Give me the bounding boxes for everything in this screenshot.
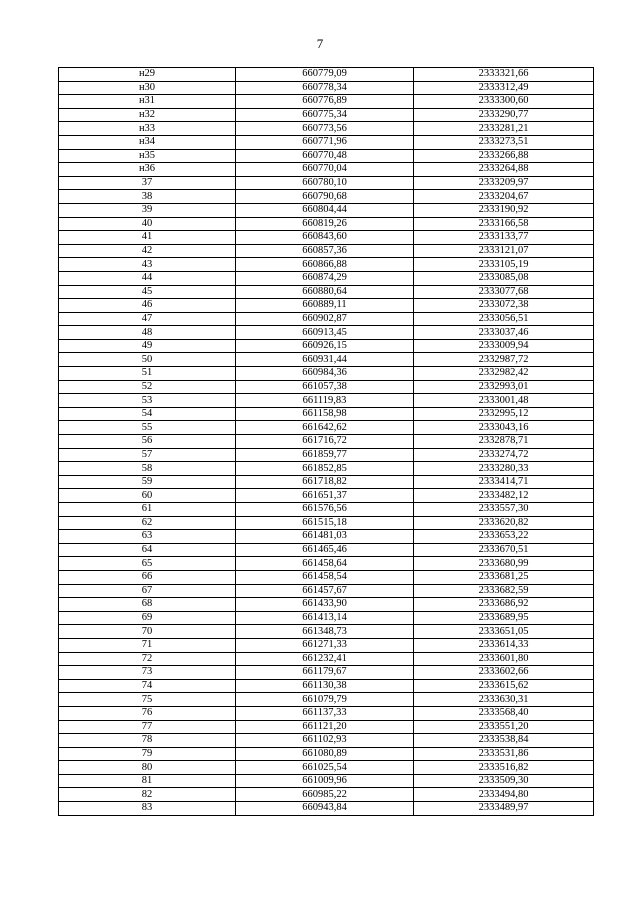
table-row	[59, 312, 594, 326]
table-row	[59, 190, 594, 204]
x-coordinate-cell: 661130,38	[236, 679, 414, 693]
x-coordinate-cell: 661716,72	[236, 435, 414, 449]
y-coordinate-cell: 2333266,88	[414, 149, 594, 163]
point-number-cell: 57	[59, 448, 236, 462]
x-coordinate-cell: 660778,34	[236, 81, 414, 95]
table-row	[59, 244, 594, 258]
y-coordinate-cell: 2333077,68	[414, 285, 594, 299]
table-row	[59, 407, 594, 421]
point-number-cell: 48	[59, 326, 236, 340]
x-coordinate-cell: 660984,36	[236, 367, 414, 381]
point-number-cell: 69	[59, 611, 236, 625]
y-coordinate-cell: 2333557,30	[414, 503, 594, 517]
x-coordinate-cell: 661859,77	[236, 448, 414, 462]
x-coordinate-cell: 660770,04	[236, 163, 414, 177]
x-coordinate-cell: 661642,62	[236, 421, 414, 435]
x-coordinate-cell: 660943,84	[236, 802, 414, 816]
point-number-cell: 59	[59, 475, 236, 489]
y-coordinate-cell: 2333494,80	[414, 788, 594, 802]
point-number-cell: 55	[59, 421, 236, 435]
table-row	[59, 570, 594, 584]
point-number-cell: 46	[59, 299, 236, 313]
point-number-cell: 82	[59, 788, 236, 802]
x-coordinate-cell: 661515,18	[236, 516, 414, 530]
x-coordinate-cell: 661718,82	[236, 475, 414, 489]
y-coordinate-cell: 2333670,51	[414, 543, 594, 557]
coordinates-table	[58, 67, 594, 816]
point-number-cell: 51	[59, 367, 236, 381]
y-coordinate-cell: 2332995,12	[414, 407, 594, 421]
y-coordinate-cell: 2333615,62	[414, 679, 594, 693]
y-coordinate-cell: 2333085,08	[414, 271, 594, 285]
table-row	[59, 380, 594, 394]
x-coordinate-cell: 660779,09	[236, 68, 414, 82]
x-coordinate-cell: 660857,36	[236, 244, 414, 258]
y-coordinate-cell: 2333300,60	[414, 95, 594, 109]
table-row	[59, 394, 594, 408]
y-coordinate-cell: 2333043,16	[414, 421, 594, 435]
point-number-cell: 76	[59, 706, 236, 720]
x-coordinate-cell: 661348,73	[236, 625, 414, 639]
x-coordinate-cell: 661158,98	[236, 407, 414, 421]
table-row	[59, 598, 594, 612]
point-number-cell: 56	[59, 435, 236, 449]
table-row	[59, 788, 594, 802]
y-coordinate-cell: 2332987,72	[414, 353, 594, 367]
table-row	[59, 475, 594, 489]
point-number-cell: 45	[59, 285, 236, 299]
table-row	[59, 203, 594, 217]
y-coordinate-cell: 2333273,51	[414, 135, 594, 149]
table-row	[59, 679, 594, 693]
y-coordinate-cell: 2333601,80	[414, 652, 594, 666]
table-row	[59, 285, 594, 299]
x-coordinate-cell: 660790,68	[236, 190, 414, 204]
point-number-cell: 47	[59, 312, 236, 326]
x-coordinate-cell: 661119,83	[236, 394, 414, 408]
point-number-cell: 54	[59, 407, 236, 421]
y-coordinate-cell: 2333133,77	[414, 231, 594, 245]
x-coordinate-cell: 660874,29	[236, 271, 414, 285]
x-coordinate-cell: 660776,89	[236, 95, 414, 109]
point-number-cell: н33	[59, 122, 236, 136]
y-coordinate-cell: 2333414,71	[414, 475, 594, 489]
table-row	[59, 339, 594, 353]
x-coordinate-cell: 661481,03	[236, 530, 414, 544]
table-row	[59, 734, 594, 748]
x-coordinate-cell: 661232,41	[236, 652, 414, 666]
point-number-cell: н34	[59, 135, 236, 149]
table-row	[59, 122, 594, 136]
y-coordinate-cell: 2332993,01	[414, 380, 594, 394]
table-row	[59, 774, 594, 788]
point-number-cell: 81	[59, 774, 236, 788]
x-coordinate-cell: 661458,64	[236, 557, 414, 571]
point-number-cell: 40	[59, 217, 236, 231]
point-number-cell: 52	[59, 380, 236, 394]
y-coordinate-cell: 2333551,20	[414, 720, 594, 734]
table-row	[59, 299, 594, 313]
y-coordinate-cell: 2333651,05	[414, 625, 594, 639]
x-coordinate-cell: 660913,45	[236, 326, 414, 340]
x-coordinate-cell: 661009,96	[236, 774, 414, 788]
point-number-cell: 63	[59, 530, 236, 544]
y-coordinate-cell: 2333190,92	[414, 203, 594, 217]
table-row	[59, 720, 594, 734]
y-coordinate-cell: 2333681,25	[414, 570, 594, 584]
table-row	[59, 271, 594, 285]
point-number-cell: 41	[59, 231, 236, 245]
y-coordinate-cell: 2333072,38	[414, 299, 594, 313]
x-coordinate-cell: 661433,90	[236, 598, 414, 612]
x-coordinate-cell: 661057,38	[236, 380, 414, 394]
x-coordinate-cell: 660775,34	[236, 108, 414, 122]
y-coordinate-cell: 2333620,82	[414, 516, 594, 530]
table-row	[59, 693, 594, 707]
point-number-cell: 39	[59, 203, 236, 217]
x-coordinate-cell: 660771,96	[236, 135, 414, 149]
x-coordinate-cell: 660843,60	[236, 231, 414, 245]
y-coordinate-cell: 2333653,22	[414, 530, 594, 544]
table-row	[59, 231, 594, 245]
x-coordinate-cell: 661413,14	[236, 611, 414, 625]
x-coordinate-cell: 661179,67	[236, 666, 414, 680]
point-number-cell: н31	[59, 95, 236, 109]
point-number-cell: 75	[59, 693, 236, 707]
table-row	[59, 611, 594, 625]
x-coordinate-cell: 660926,15	[236, 339, 414, 353]
point-number-cell: н32	[59, 108, 236, 122]
point-number-cell: 43	[59, 258, 236, 272]
point-number-cell: 58	[59, 462, 236, 476]
point-number-cell: 60	[59, 489, 236, 503]
y-coordinate-cell: 2333686,92	[414, 598, 594, 612]
y-coordinate-cell: 2332982,42	[414, 367, 594, 381]
y-coordinate-cell: 2333682,59	[414, 584, 594, 598]
point-number-cell: 38	[59, 190, 236, 204]
x-coordinate-cell: 661465,46	[236, 543, 414, 557]
table-row	[59, 68, 594, 82]
point-number-cell: 72	[59, 652, 236, 666]
x-coordinate-cell: 661102,93	[236, 734, 414, 748]
point-number-cell: 44	[59, 271, 236, 285]
y-coordinate-cell: 2333056,51	[414, 312, 594, 326]
x-coordinate-cell: 661651,37	[236, 489, 414, 503]
point-number-cell: 70	[59, 625, 236, 639]
y-coordinate-cell: 2333602,66	[414, 666, 594, 680]
x-coordinate-cell: 660819,26	[236, 217, 414, 231]
table-row	[59, 462, 594, 476]
table-row	[59, 666, 594, 680]
point-number-cell: 79	[59, 747, 236, 761]
table-row	[59, 435, 594, 449]
point-number-cell: 71	[59, 638, 236, 652]
x-coordinate-cell: 660931,44	[236, 353, 414, 367]
table-row	[59, 761, 594, 775]
y-coordinate-cell: 2333121,07	[414, 244, 594, 258]
y-coordinate-cell: 2333680,99	[414, 557, 594, 571]
y-coordinate-cell: 2333290,77	[414, 108, 594, 122]
y-coordinate-cell: 2333489,97	[414, 802, 594, 816]
page-number: 7	[316, 36, 324, 51]
point-number-cell: н30	[59, 81, 236, 95]
table-row	[59, 108, 594, 122]
x-coordinate-cell: 660773,56	[236, 122, 414, 136]
y-coordinate-cell: 2333166,58	[414, 217, 594, 231]
table-row	[59, 584, 594, 598]
table-row	[59, 530, 594, 544]
y-coordinate-cell: 2333001,48	[414, 394, 594, 408]
x-coordinate-cell: 661121,20	[236, 720, 414, 734]
point-number-cell: 68	[59, 598, 236, 612]
table-row	[59, 516, 594, 530]
x-coordinate-cell: 660889,11	[236, 299, 414, 313]
x-coordinate-cell: 660780,10	[236, 176, 414, 190]
table-row	[59, 706, 594, 720]
point-number-cell: 66	[59, 570, 236, 584]
coordinates-table-body	[59, 68, 594, 816]
y-coordinate-cell: 2333630,31	[414, 693, 594, 707]
x-coordinate-cell: 661852,85	[236, 462, 414, 476]
y-coordinate-cell: 2333689,95	[414, 611, 594, 625]
y-coordinate-cell: 2333280,33	[414, 462, 594, 476]
table-row	[59, 217, 594, 231]
x-coordinate-cell: 660985,22	[236, 788, 414, 802]
point-number-cell: 64	[59, 543, 236, 557]
x-coordinate-cell: 660866,88	[236, 258, 414, 272]
point-number-cell: 74	[59, 679, 236, 693]
y-coordinate-cell: 2333568,40	[414, 706, 594, 720]
point-number-cell: 50	[59, 353, 236, 367]
point-number-cell: 80	[59, 761, 236, 775]
table-row	[59, 81, 594, 95]
point-number-cell: 77	[59, 720, 236, 734]
y-coordinate-cell: 2333538,84	[414, 734, 594, 748]
y-coordinate-cell: 2333105,19	[414, 258, 594, 272]
x-coordinate-cell: 661271,33	[236, 638, 414, 652]
y-coordinate-cell: 2333009,94	[414, 339, 594, 353]
table-row	[59, 149, 594, 163]
y-coordinate-cell: 2333264,88	[414, 163, 594, 177]
point-number-cell: н36	[59, 163, 236, 177]
x-coordinate-cell: 661457,67	[236, 584, 414, 598]
x-coordinate-cell: 660770,48	[236, 149, 414, 163]
point-number-cell: 53	[59, 394, 236, 408]
y-coordinate-cell: 2333509,30	[414, 774, 594, 788]
y-coordinate-cell: 2333482,12	[414, 489, 594, 503]
x-coordinate-cell: 661079,79	[236, 693, 414, 707]
x-coordinate-cell: 660880,64	[236, 285, 414, 299]
y-coordinate-cell: 2333614,33	[414, 638, 594, 652]
y-coordinate-cell: 2333312,49	[414, 81, 594, 95]
point-number-cell: 49	[59, 339, 236, 353]
table-row	[59, 543, 594, 557]
table-row	[59, 353, 594, 367]
point-number-cell: н29	[59, 68, 236, 82]
point-number-cell: 61	[59, 503, 236, 517]
table-row	[59, 163, 594, 177]
x-coordinate-cell: 661080,89	[236, 747, 414, 761]
y-coordinate-cell: 2333037,46	[414, 326, 594, 340]
table-row	[59, 95, 594, 109]
y-coordinate-cell: 2333281,21	[414, 122, 594, 136]
x-coordinate-cell: 661458,54	[236, 570, 414, 584]
y-coordinate-cell: 2333516,82	[414, 761, 594, 775]
point-number-cell: 83	[59, 802, 236, 816]
point-number-cell: 78	[59, 734, 236, 748]
table-row	[59, 489, 594, 503]
x-coordinate-cell: 661137,33	[236, 706, 414, 720]
table-row	[59, 652, 594, 666]
table-row	[59, 367, 594, 381]
y-coordinate-cell: 2333204,67	[414, 190, 594, 204]
table-row	[59, 802, 594, 816]
table-row	[59, 557, 594, 571]
table-row	[59, 448, 594, 462]
x-coordinate-cell: 660902,87	[236, 312, 414, 326]
point-number-cell: 37	[59, 176, 236, 190]
y-coordinate-cell: 2333531,86	[414, 747, 594, 761]
y-coordinate-cell: 2333321,66	[414, 68, 594, 82]
table-row	[59, 503, 594, 517]
point-number-cell: 65	[59, 557, 236, 571]
point-number-cell: 42	[59, 244, 236, 258]
x-coordinate-cell: 661576,56	[236, 503, 414, 517]
point-number-cell: 73	[59, 666, 236, 680]
x-coordinate-cell: 660804,44	[236, 203, 414, 217]
table-row	[59, 747, 594, 761]
point-number-cell: 67	[59, 584, 236, 598]
table-row	[59, 135, 594, 149]
x-coordinate-cell: 661025,54	[236, 761, 414, 775]
y-coordinate-cell: 2332878,71	[414, 435, 594, 449]
table-row	[59, 638, 594, 652]
table-row	[59, 326, 594, 340]
y-coordinate-cell: 2333209,97	[414, 176, 594, 190]
point-number-cell: 62	[59, 516, 236, 530]
table-row	[59, 258, 594, 272]
table-row	[59, 625, 594, 639]
table-row	[59, 176, 594, 190]
table-row	[59, 421, 594, 435]
y-coordinate-cell: 2333274,72	[414, 448, 594, 462]
point-number-cell: н35	[59, 149, 236, 163]
